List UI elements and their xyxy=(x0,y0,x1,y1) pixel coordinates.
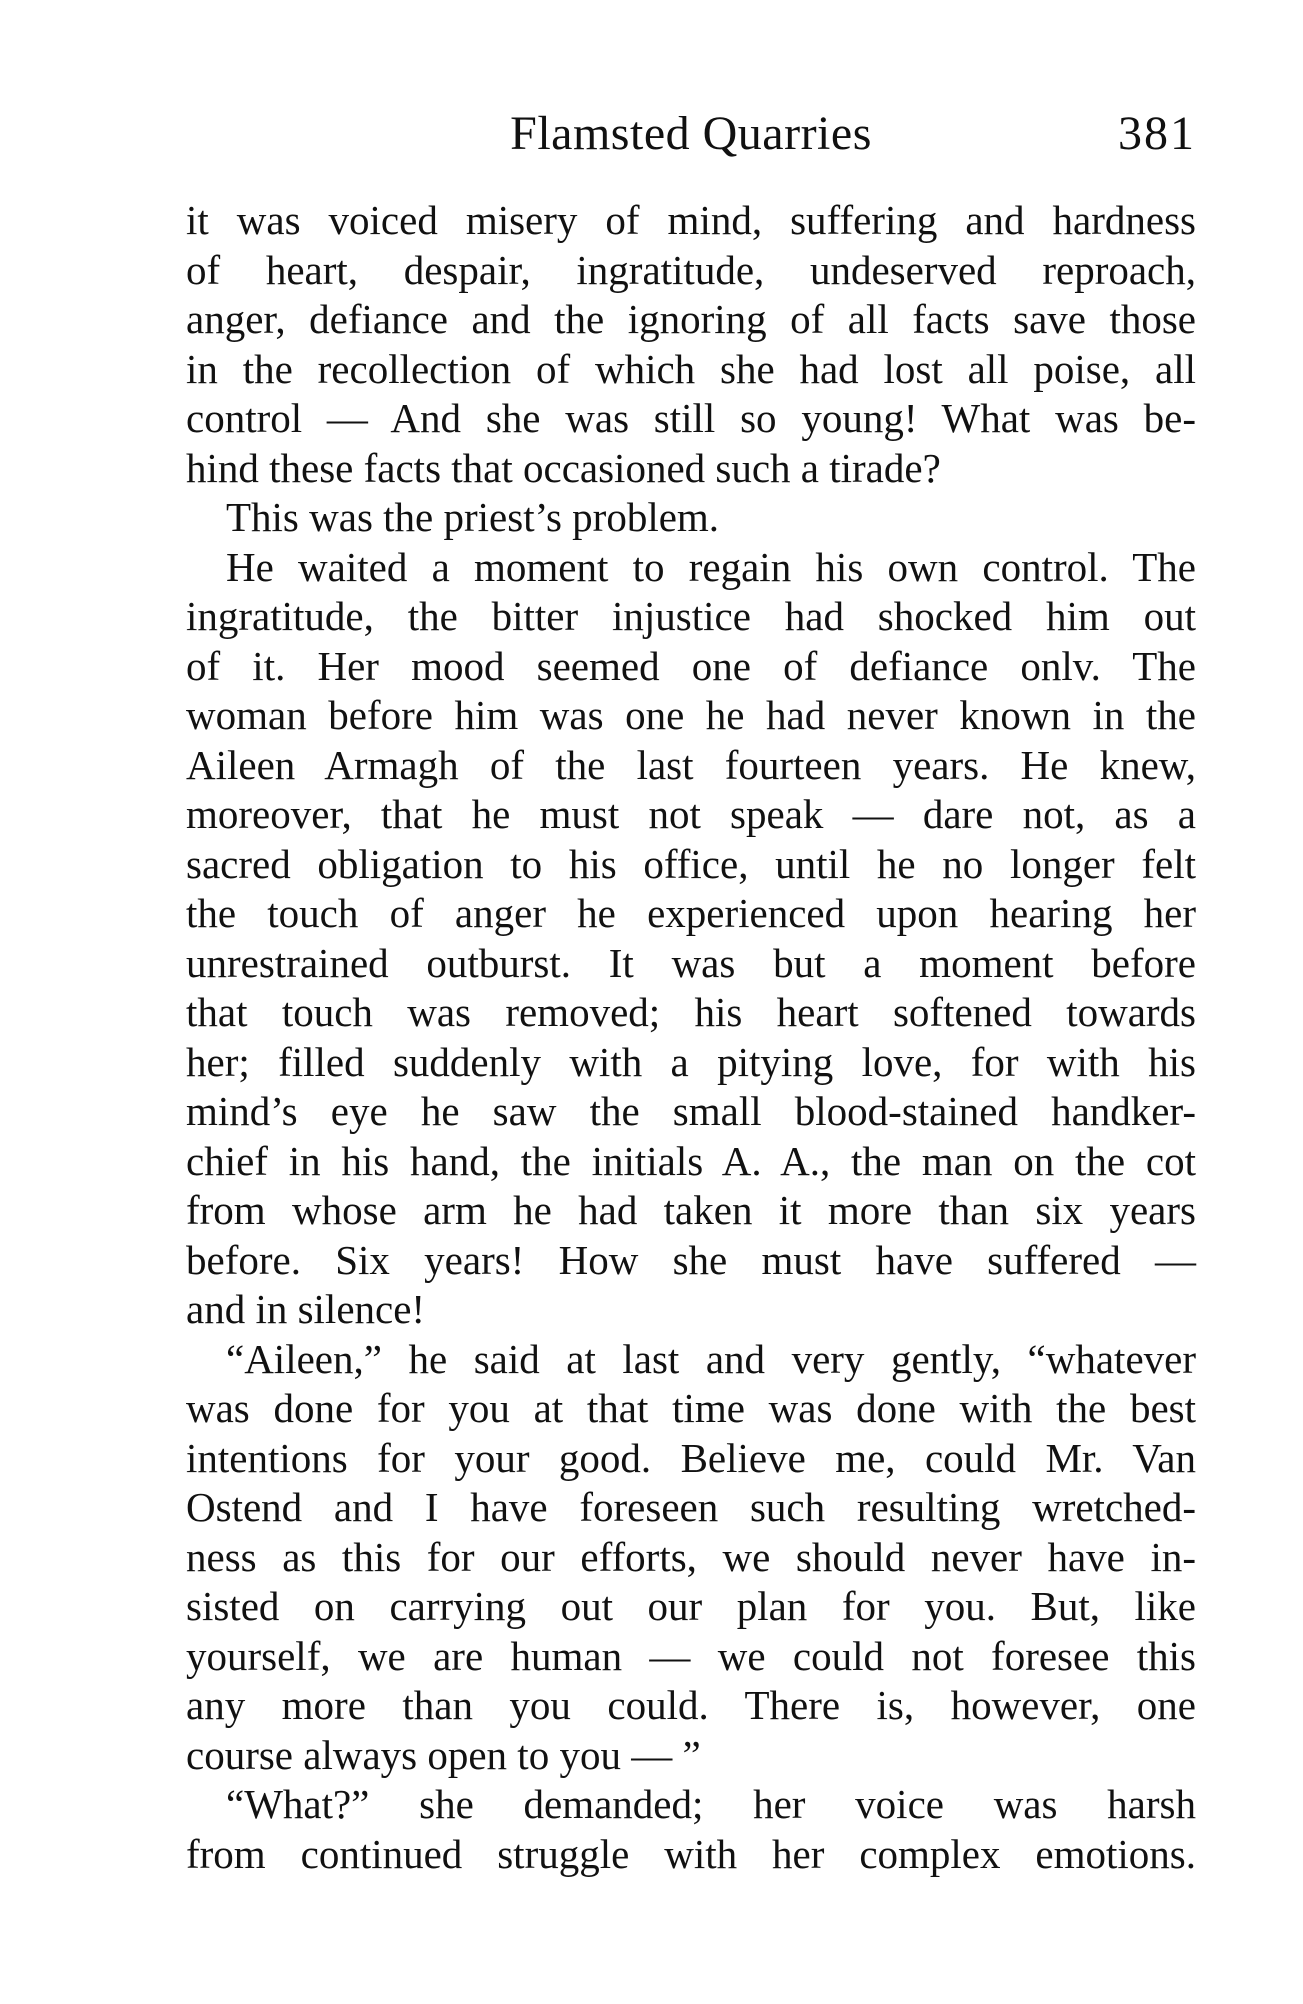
page-number: 381 xyxy=(1118,107,1196,160)
running-title: Flamsted Quarries xyxy=(510,107,872,160)
text-line: sisted on carrying out our plan for you. But, like xyxy=(186,1583,1196,1629)
text-line: and in silence! xyxy=(186,1286,426,1332)
body-text xyxy=(186,196,1196,1879)
text-line: course always open to you — ” xyxy=(186,1731,701,1778)
text-line: Ostend and I have foreseen such resulting wretched- xyxy=(186,1484,1196,1530)
text-line: any more than you could. There is, however, one xyxy=(186,1682,1196,1728)
text-line: it was voiced misery of mind, suffering and hardness xyxy=(186,197,1196,243)
text-line: of it. Her mood seemed one of defiance onlv. The xyxy=(186,642,1196,689)
text-line: anger, defiance and the ignoring of all facts save those xyxy=(186,296,1196,342)
text-line: ness as this for our efforts, we should never have in- xyxy=(186,1533,1196,1580)
text-line: in the recollection of which she had lost all poise, all xyxy=(186,345,1196,392)
text-line: Aileen Armagh of the last fourteen years. He knew, xyxy=(186,741,1196,788)
text-line: This was the priest’s problem. xyxy=(226,494,720,540)
text-line: chief in his hand, the initials A. A., the man on the cot xyxy=(186,1137,1196,1184)
text-line: hind these facts that occasioned such a tirade? xyxy=(186,444,941,491)
text-line: ingratitude, the bitter injustice had shocked him out xyxy=(186,593,1196,639)
text-line: was done for you at that time was done with the best xyxy=(186,1385,1196,1431)
text-line: sacred obligation to his office, until he no longer felt xyxy=(186,840,1196,887)
text-line: “Aileen,” he said at last and very gently, “whatever xyxy=(226,1335,1196,1382)
text-line: the touch of anger he experienced upon hearing her xyxy=(186,890,1196,936)
text-line: woman before him was one he had never known in the xyxy=(186,692,1196,738)
page-header xyxy=(186,106,1196,166)
text-line: control — And she was still so young! What was be- xyxy=(186,395,1196,441)
text-line: intentions for your good. Believe me, could Mr. Van xyxy=(186,1434,1196,1481)
text-line: “What?” she demanded; her voice was harsh xyxy=(226,1781,1196,1827)
text-line: of heart, despair, ingratitude, undeserved reproach, xyxy=(186,246,1196,293)
text-line: that touch was removed; his heart softened towards xyxy=(186,989,1196,1035)
text-line: from continued struggle with her complex emotions. xyxy=(186,1830,1196,1877)
text-line: from whose arm he had taken it more than six years xyxy=(186,1187,1196,1233)
text-line: unrestrained outburst. It was but a moment before xyxy=(186,939,1196,986)
text-line: yourself, we are human — we could not foresee this xyxy=(186,1632,1196,1679)
text-line: He waited a moment to regain his own control. The xyxy=(226,543,1196,590)
text-line: her; filled suddenly with a pitying love, for with his xyxy=(186,1038,1196,1085)
text-line: moreover, that he must not speak — dare not, as a xyxy=(186,791,1196,837)
text-line: mind’s eye he saw the small blood-stained handker- xyxy=(186,1088,1196,1134)
text-line: before. Six years! How she must have suffered — xyxy=(186,1236,1196,1283)
